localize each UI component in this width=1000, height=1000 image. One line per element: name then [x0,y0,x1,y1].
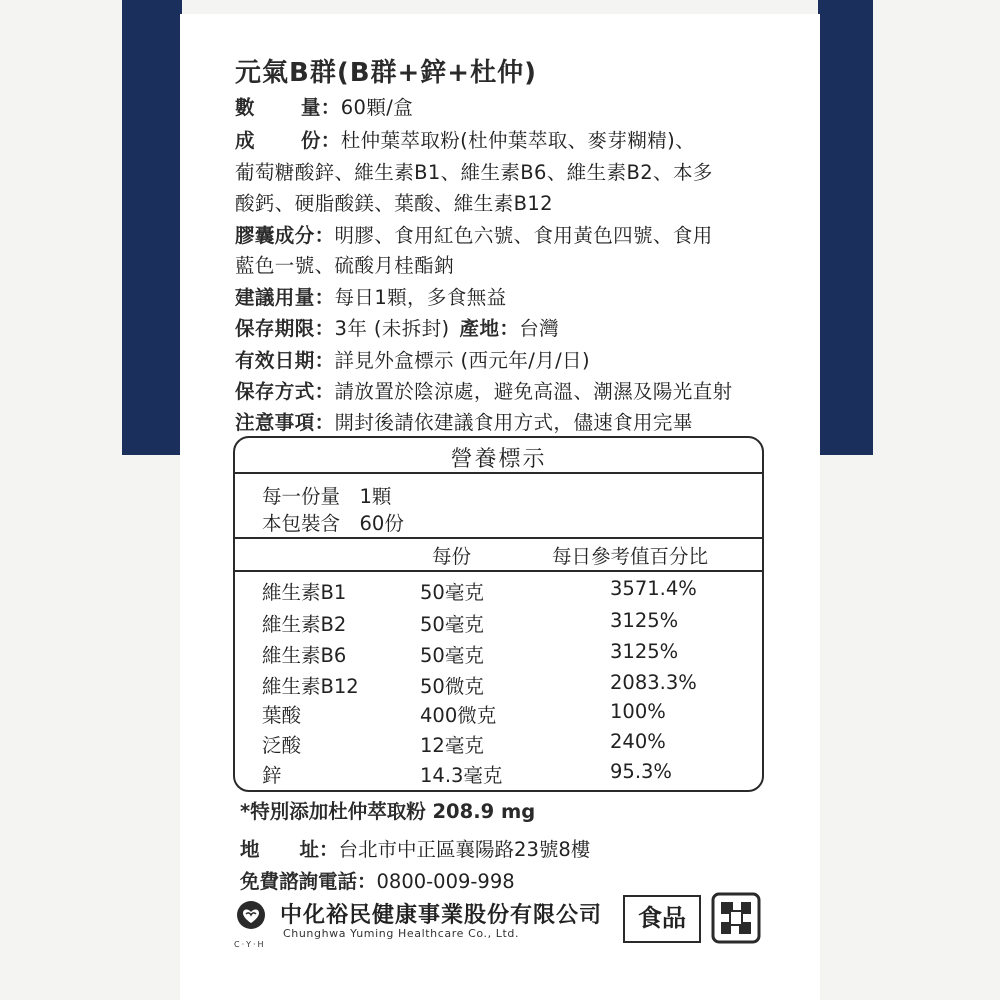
nutrient-daily-percent: 3571.4% [610,577,697,600]
nutrient-name: 葉酸 [262,704,302,727]
nutrient-amount: 50毫克 [420,644,484,667]
nutrient-amount: 50毫克 [420,613,484,636]
notice-line [235,407,693,435]
nutrient-name: 鋅 [262,764,282,787]
shelf-label: 保存期限： [235,317,335,340]
address-label-b: 址： [299,838,339,861]
expiry-value: 詳見外盒標示 (西元年/月/日) [334,349,590,372]
nutrient-name: 維生素B2 [262,613,347,636]
quantity-label-a: 數 [235,96,255,119]
nutrient-daily-percent: 100% [610,700,666,723]
storage-line [235,376,733,404]
nutrient-daily-percent: 3125% [610,609,679,632]
footnote: *特別添加杜仲萃取粉 208.9 mg [240,800,536,823]
storage-value: 請放置於陰涼處，避免高溫、潮濕及陽光直射 [334,380,733,403]
notice-value: 開封後請依建議食用方式，儘速食用完畢 [334,411,693,434]
ingredients-text-1: 杜仲葉萃取粉(杜仲葉萃取、麥芽糊精)、 [340,129,696,152]
expiry-label: 有效日期： [235,349,335,372]
hotline-line [240,866,515,894]
quantity-value: 60顆/盒 [340,96,414,119]
origin-value: 台灣 [519,317,560,340]
quantity-line [235,92,413,120]
storage-label: 保存方式： [235,380,335,403]
ingredients-line-2: 葡萄糖酸鋅、維生素B1、維生素B6、維生素B2、本多 [235,161,713,184]
nutrient-amount: 14.3毫克 [420,764,503,787]
food-badge: 食品 [623,895,701,943]
nutrient-amount: 50微克 [420,675,484,698]
dosage-value: 每日1顆，多食無益 [334,286,507,309]
address-value: 台北市中正區襄陽路23號8樓 [338,838,591,861]
col-per-serving: 每份 [432,545,472,568]
dosage-line [235,282,507,310]
company-name: 中化裕民健康事業股份有限公司 [280,903,603,928]
quantity-label-b: 量： [300,96,341,119]
shelf-line [235,313,559,341]
nutrient-daily-percent: 95.3% [610,760,672,783]
servings-per-pack: 本包裝含 60份 [262,512,404,535]
expiry-line [235,345,590,373]
navy-side-band-right [818,0,873,455]
nutrient-amount: 12毫克 [420,734,484,757]
nutrition-divider-2 [235,537,762,539]
company-english-name: Chunghwa Yuming Healthcare Co., Ltd. [283,927,520,940]
origin-label: 產地： [459,317,520,340]
capsule-line-2: 藍色一號、硫酸月桂酯鈉 [235,254,454,277]
nutrient-daily-percent: 240% [610,730,666,753]
capsule-line-1 [235,220,713,248]
ingredients-line-3: 酸鈣、硬脂酸鎂、葉酸、維生素B12 [235,192,553,215]
address-label-a: 地 [240,838,260,861]
capsule-text-1: 明膠、食用紅色六號、食用黃色四號、食用 [334,224,713,247]
nutrient-daily-percent: 3125% [610,640,679,663]
nutrition-title: 營養標示 [450,447,547,472]
nutrient-name: 泛酸 [262,734,302,757]
dosage-label: 建議用量： [235,286,335,309]
nutrient-amount: 400微克 [420,704,497,727]
navy-side-band-left [122,0,182,455]
nutrient-amount: 50毫克 [420,581,484,604]
shelf-value: 3年 (未拆封) [334,317,450,340]
hotline-label: 免費諮詢電話： [240,870,377,893]
nutrient-daily-percent: 2083.3% [610,671,697,694]
company-logo-icon [236,900,266,930]
nutrient-name: 維生素B12 [262,675,359,698]
food-safety-mark-icon [711,892,761,944]
ingredients-label-a: 成 [235,129,255,152]
hotline-value: 0800-009-998 [376,870,515,893]
nutrient-name: 維生素B1 [262,581,347,604]
product-title: 元氣B群(B群+鋅+杜仲) [235,58,537,88]
logo-caption: C·Y·H [234,940,266,949]
nutrition-divider-1 [235,472,762,474]
ingredients-label-b: 份： [300,129,341,152]
address-line [240,834,590,862]
nutrient-name: 維生素B6 [262,644,347,667]
notice-label: 注意事項： [235,411,335,434]
col-daily-value: 每日參考值百分比 [552,545,709,568]
serving-size: 每一份量 1顆 [262,485,392,508]
capsule-label: 膠囊成分： [235,224,335,247]
nutrition-divider-3 [235,570,762,572]
ingredients-line-1 [235,125,695,153]
